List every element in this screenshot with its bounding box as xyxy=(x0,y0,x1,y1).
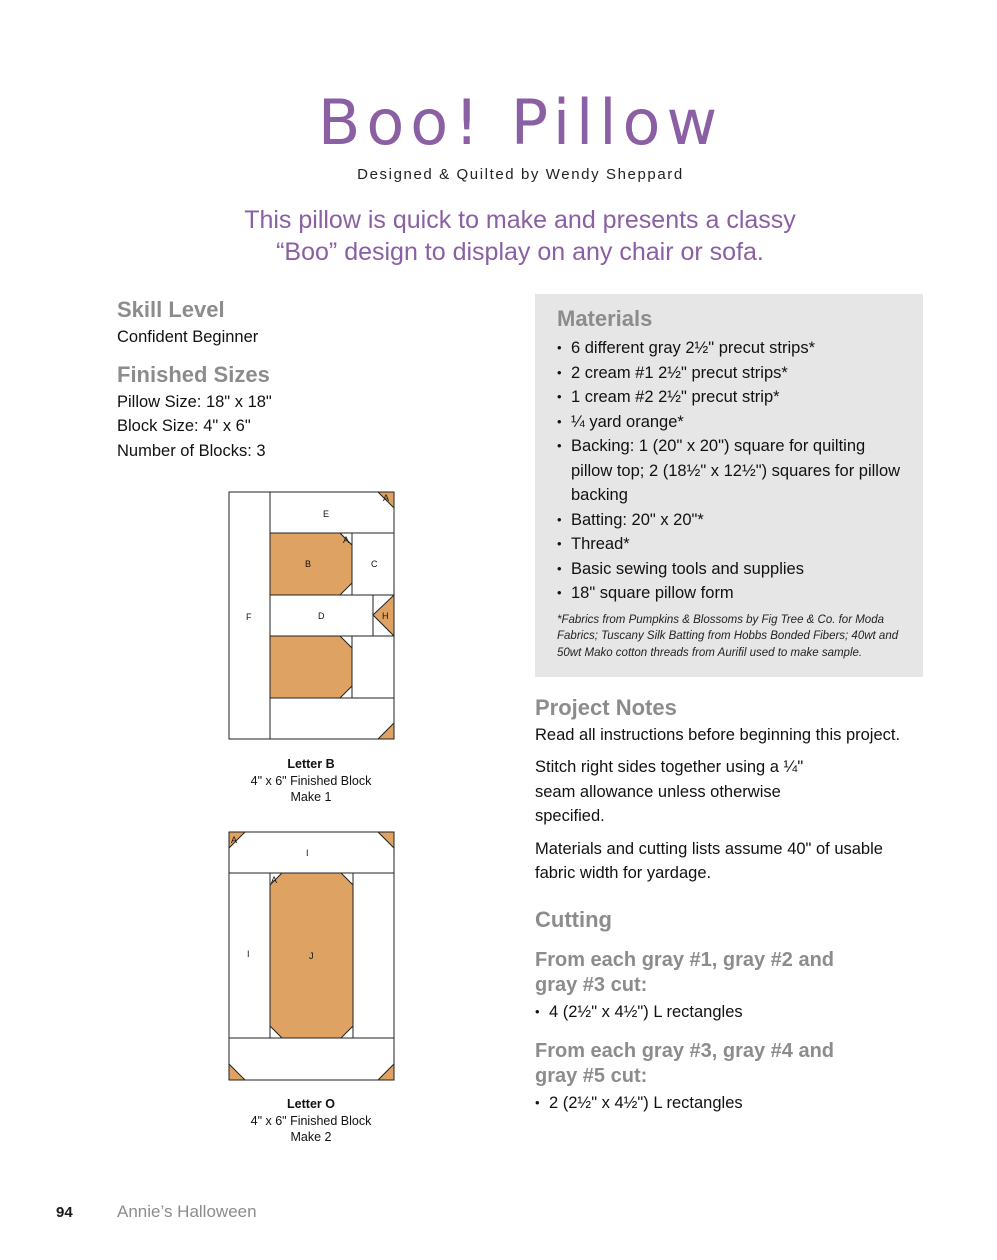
piece-e-bottom xyxy=(270,698,394,739)
label-i: I xyxy=(247,949,250,959)
note-paragraph: Materials and cutting lists assume 40" of usable fabric width for yardage. xyxy=(535,839,883,882)
project-notes-heading: Project Notes xyxy=(535,695,677,720)
cutting-subheading: From each gray #3, gray #4 and gray #5 cut: xyxy=(535,1039,835,1087)
list-item: • 2 cream #1 2½" precut strips* xyxy=(557,361,901,386)
materials-footnote: *Fabrics from Pumpkins & Blossoms by Fig Tree & Co. for Moda Fabrics; Tuscany Silk Batting from Hobbs Bonded Fibers; 40wt and 50wt Mako cotton threads from Aurifil used to make sample. xyxy=(557,613,899,659)
list-item: • Basic sewing tools and supplies xyxy=(557,557,901,582)
list-item: • 1 cream #2 2½" precut strip* xyxy=(557,385,901,410)
label-a: A xyxy=(231,835,238,845)
letter-b-block-diagram xyxy=(228,491,396,742)
label-e: E xyxy=(323,509,330,519)
right-column xyxy=(535,696,935,1129)
caption-title: Letter O xyxy=(287,1097,335,1111)
piece-i-top xyxy=(229,832,394,873)
letter-o-caption xyxy=(221,1096,401,1146)
intro-text xyxy=(170,204,870,268)
cutting-list xyxy=(535,1000,935,1025)
size-item: Number of Blocks: 3 xyxy=(117,441,266,460)
list-item: • 18" square pillow form xyxy=(557,581,901,606)
intro-line: This pillow is quick to make and presents a classy xyxy=(244,206,796,234)
left-column xyxy=(117,297,417,475)
note-paragraph: Read all instructions before beginning this project. xyxy=(535,725,901,744)
designer-byline: Designed & Quilted by Wendy Sheppard xyxy=(357,166,684,183)
cutting-list xyxy=(535,1091,935,1116)
list-item: • 6 different gray 2½" precut strips* xyxy=(557,336,901,361)
page-number: 94 xyxy=(56,1204,73,1221)
intro-line: “Boo” design to display on any chair or sofa. xyxy=(276,238,764,266)
caption-make: Make 2 xyxy=(290,1130,332,1144)
piece-b-lower xyxy=(270,636,352,698)
label-a: A xyxy=(383,493,390,503)
skill-level-value: Confident Beginner xyxy=(117,328,259,346)
size-item: Block Size: 4" x 6" xyxy=(117,417,251,435)
size-item: Pillow Size: 18" x 18" xyxy=(117,392,272,411)
cutting-subheading: From each gray #1, gray #2 and gray #3 cut: xyxy=(535,949,835,996)
list-item: • 2 (2½" x 4½") L rectangles xyxy=(535,1091,935,1116)
skill-level-heading: Skill Level xyxy=(117,297,225,322)
note-paragraph: Stitch right sides together using a ¼" seam allowance unless otherwise specified. xyxy=(535,758,804,825)
caption-title: Letter B xyxy=(287,757,335,771)
label-i: I xyxy=(306,848,309,858)
piece-i-right xyxy=(353,873,394,1038)
piece-i-bottom xyxy=(229,1038,394,1080)
label-h: H xyxy=(382,611,389,621)
piece-c-lower xyxy=(352,636,394,698)
label-a: A xyxy=(271,875,278,885)
caption-size: 4" x 6" Finished Block xyxy=(250,773,372,788)
list-item: • 4 (2½" x 4½") L rectangles xyxy=(535,1000,935,1025)
finished-sizes-section xyxy=(117,362,417,464)
materials-heading: Materials xyxy=(557,306,653,331)
label-j: J xyxy=(309,951,314,961)
label-a: A xyxy=(343,535,350,545)
publication-name: Annie’s Halloween xyxy=(117,1202,257,1221)
list-item: • ¼ yard orange* xyxy=(557,410,901,435)
skill-level-section xyxy=(117,297,417,350)
piece-e xyxy=(270,492,394,533)
cutting-heading: Cutting xyxy=(535,906,612,932)
materials-list xyxy=(557,336,901,606)
label-c: C xyxy=(371,559,378,569)
list-item: • Thread* xyxy=(557,532,901,557)
label-f: F xyxy=(246,612,252,622)
letter-b-caption xyxy=(221,756,401,806)
materials-panel xyxy=(535,294,923,677)
label-d: D xyxy=(318,611,325,621)
label-b: B xyxy=(305,559,312,569)
caption-size: 4" x 6" Finished Block xyxy=(250,1113,372,1128)
list-item: • Batting: 20" x 20"* xyxy=(557,508,901,533)
finished-sizes-heading: Finished Sizes xyxy=(117,361,270,387)
list-item: • Backing: 1 (20" x 20") square for quilting pillow top; 2 (18½" x 12½") squares for pillow backing xyxy=(557,434,901,508)
page-title: Boo! Pillow xyxy=(317,86,724,159)
caption-make: Make 1 xyxy=(290,790,332,804)
letter-o-block-diagram xyxy=(228,831,396,1083)
